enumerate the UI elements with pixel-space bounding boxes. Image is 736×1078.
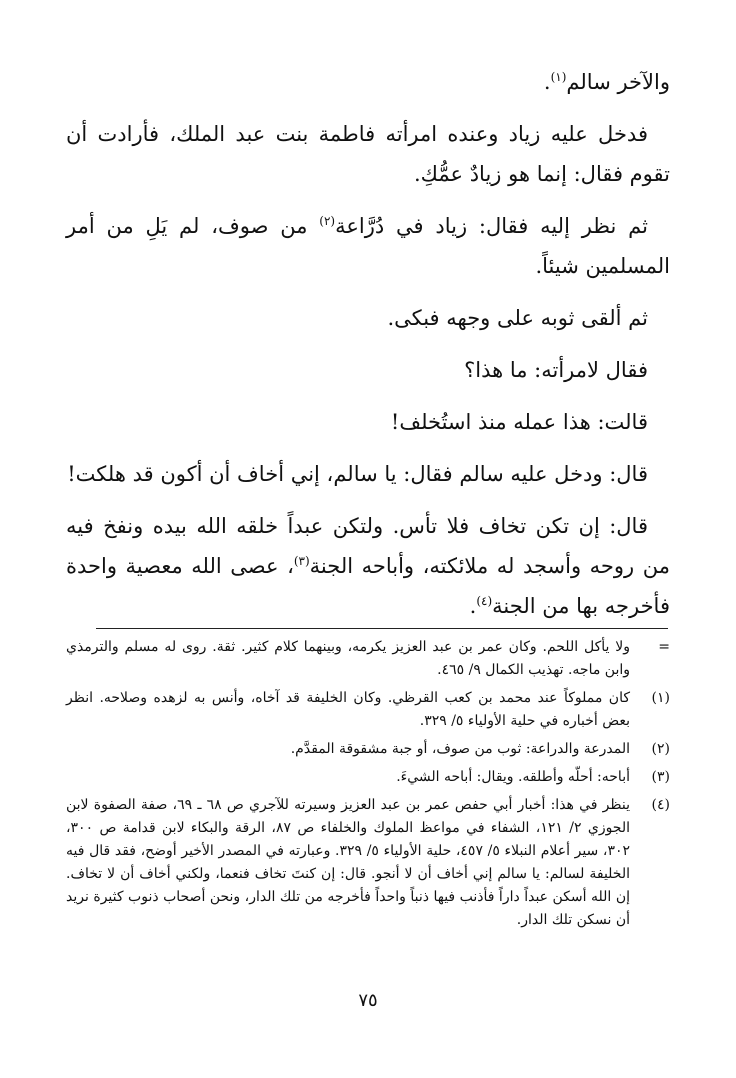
paragraph-text: . <box>543 70 551 94</box>
paragraph-text: قالت: هذا عمله منذ استُخلف! <box>390 410 648 434</box>
paragraph-text: فقال لامرأته: ما هذا؟ <box>464 358 648 382</box>
footnote-ref: (١) <box>550 70 567 84</box>
paragraph <box>66 454 670 494</box>
paragraph <box>66 62 670 102</box>
footnote-text: المدرعة والدراعة: ثوب من صوف، أو جبة مشقوقة المقدَّم. <box>290 741 630 757</box>
paragraph-text: فدخل عليه زياد وعنده امرأته فاطمة بنت عبد الملك، فأرادت أن تقوم فقال: إنما هو زيادٌ عمُّكِ. <box>66 122 670 186</box>
footnote-separator <box>96 628 668 629</box>
footnote-mark: (٢) <box>651 741 670 757</box>
footnote-mark: (١) <box>651 690 670 706</box>
footnote-ref: (٤) <box>476 594 493 608</box>
footnote-text: أباحه: أحلّه وأطلقه. ويقال: أباحه الشيءَ. <box>396 769 630 785</box>
footnote-mark: = <box>658 639 670 655</box>
paragraph <box>66 350 670 390</box>
paragraph-text: ثم ألقى ثوبه على وجهه فبكى. <box>387 306 648 330</box>
footnote-mark: (٤) <box>651 797 670 813</box>
footnote-text: كان مملوكاً عند محمد بن كعب القرظي. وكان الخليفة قد آخاه، وأنس به لزهده وصلاحه. انظر بعض أخباره في حلية الأولياء ٥/ ٣٢٩. <box>66 690 630 729</box>
paragraph-text: ثم نظر إليه فقال: زياد في دُرَّاعة <box>335 214 648 238</box>
paragraph <box>66 402 670 442</box>
paragraph <box>66 506 670 626</box>
footnote-mark: (٣) <box>651 769 670 785</box>
main-text <box>66 62 670 638</box>
footnotes <box>66 636 670 937</box>
footnote-text: ينظر في هذا: أخبار أبي حفص عمر بن عبد العزيز وسيرته للآجري ص ٦٨ ـ ٦٩، صفة الصفوة لابن الجوزي ٢/ ١٢١، الشفاء في مواعظ الملوك والخلفاء ص ٨٧، الرقة والبكاء لابن قدامة ص ٣٠٠، ٣٠٢، سير أعلام النبلاء ٥/ ٤٥٧، حلية الأولياء ٥/ ٣٢٩. وعبارته في المصدر الأخير أوضح، فقد قال فيه الخليفة لسالم: يا سالم إني أخاف أن لا أنجو. قال: إن كنتَ تخاف فنعما، ولكني أخاف أن لا تخاف. إن الله أسكن عبداً داراً فأذنب فيها ذنباً واحداً فأخرجه من تلك الدار، ونحن أصحاب ذنوب كثيرة نريد أن نسكن تلك الدار. <box>66 797 631 928</box>
footnote <box>66 766 670 789</box>
paragraph <box>66 298 670 338</box>
footnote <box>66 794 670 932</box>
footnote-text: ولا يأكل اللحم. وكان عمر بن عبد العزيز يكرمه، وبينهما كلام كثير. ثقة. روى له مسلم والترمذي وابن ماجه. تهذيب الكمال ٩/ ٤٦٥. <box>66 639 630 678</box>
footnote-ref: (٣) <box>293 554 310 568</box>
paragraph-text: والآخر سالم <box>566 70 670 94</box>
paragraph-text: ، عصى الله معصية واحدة فأخرجه بها من الجنة <box>66 554 670 618</box>
footnote <box>66 687 670 733</box>
paragraph-text: قال: ودخل عليه سالم فقال: يا سالم، إني أخاف أن أكون قد هلكت! <box>67 462 648 486</box>
footnote <box>66 636 670 682</box>
footnote <box>66 738 670 761</box>
footnote-ref: (٢) <box>319 214 336 228</box>
page-number: ٧٥ <box>358 990 378 1011</box>
paragraph <box>66 206 670 286</box>
paragraph <box>66 114 670 194</box>
paragraph-text: من صوف، لم يَلِ من أمر المسلمين شيئاً. <box>66 214 670 278</box>
paragraph-text: . <box>469 594 477 618</box>
paragraph-text: قال: إن تكن تخاف فلا تأس. ولتكن عبداً خلقه الله بيده ونفخ فيه من روحه وأسجد له ملائكته، وأباحه الجنة <box>66 514 670 578</box>
